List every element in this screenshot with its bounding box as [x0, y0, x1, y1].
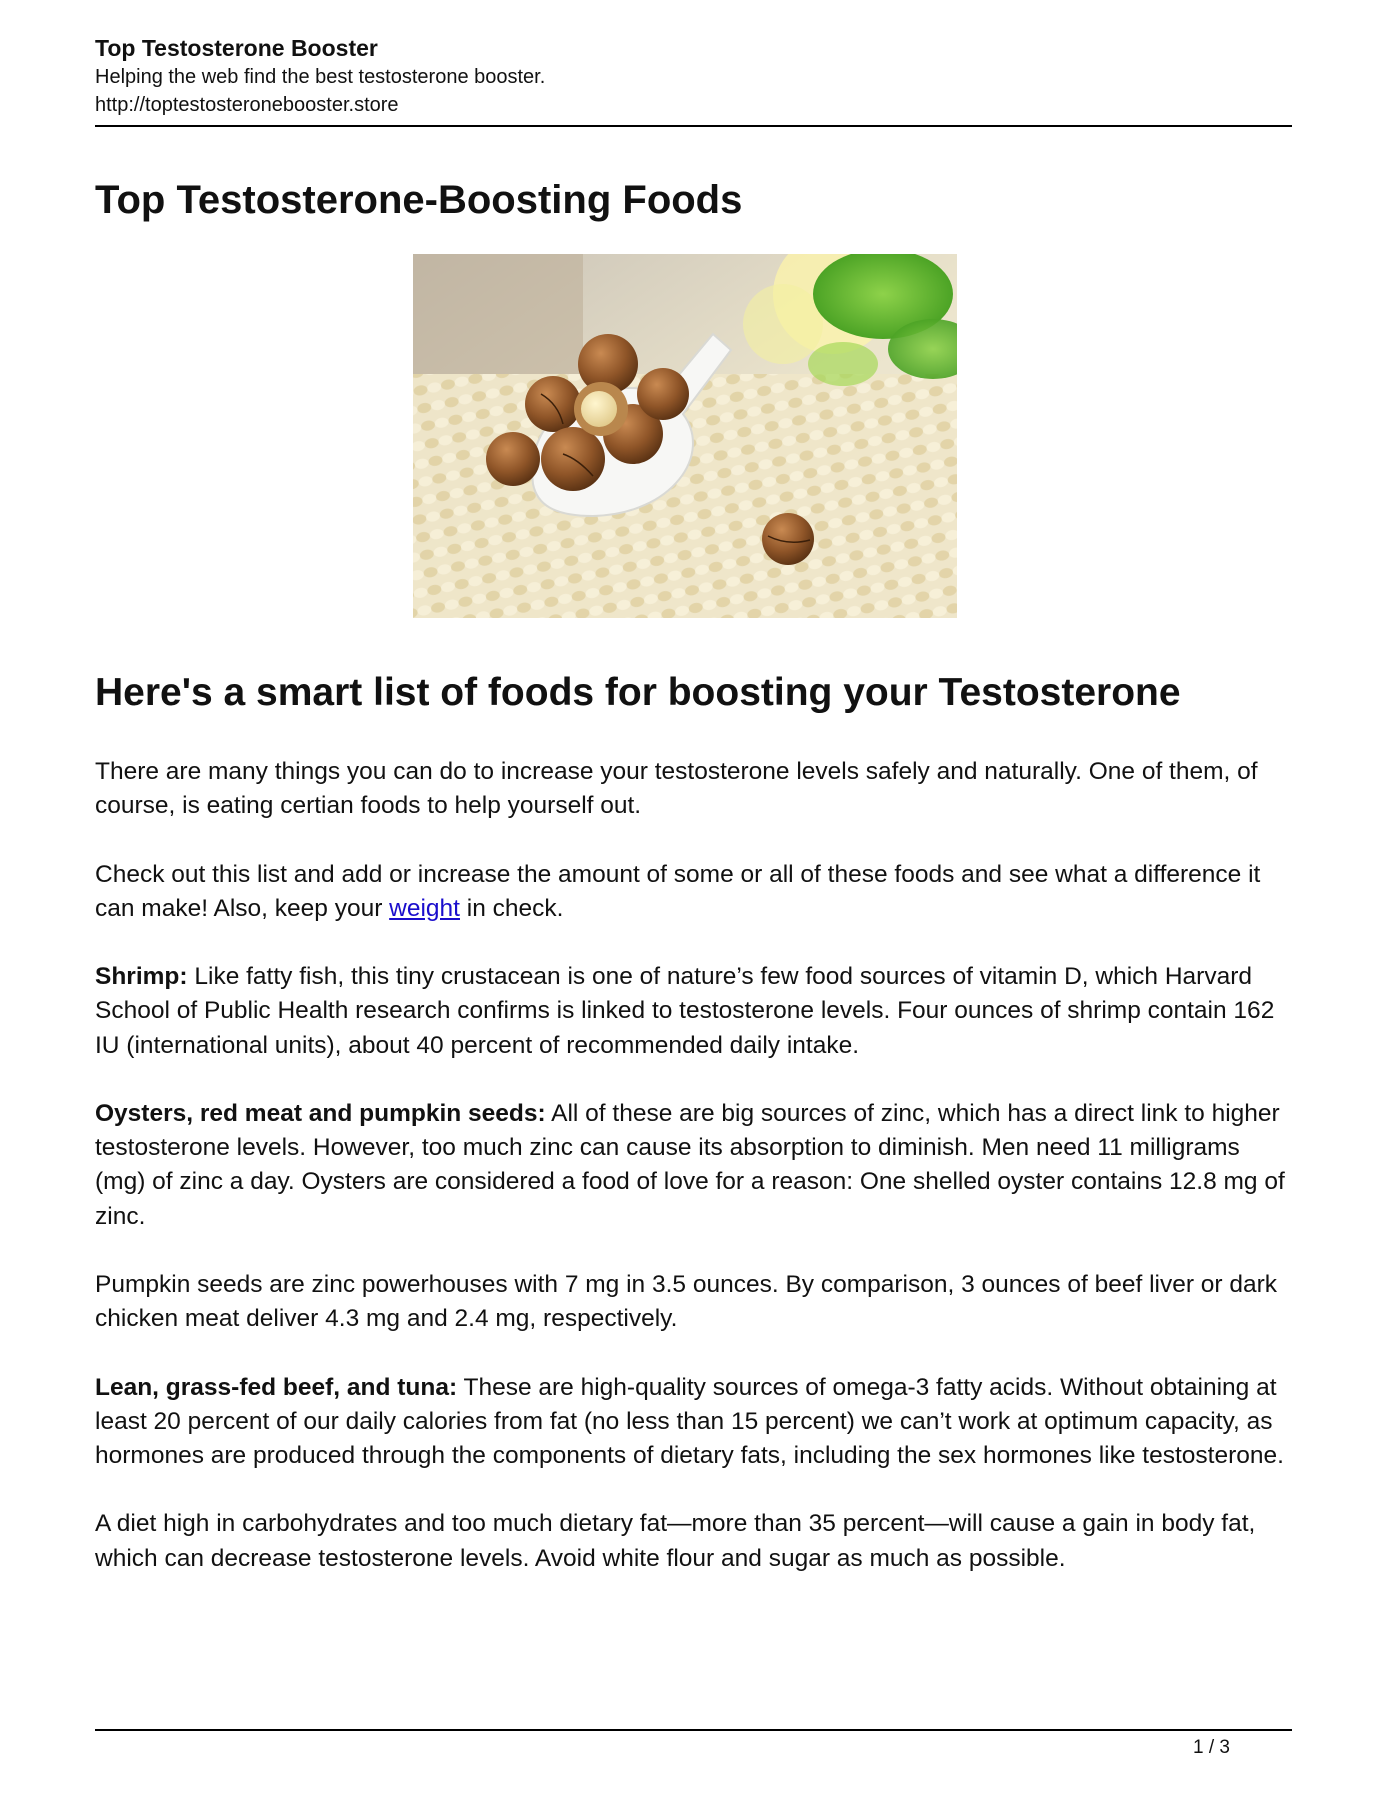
- beef-text: These are high-quality sources of omega-3 fatty acids. Without obtaining at least 20 percent of our daily calories from fat (no less than 15 percent) we can’t work at optimum capacity, as hormones are produced through the components of dietary fats, including the sex hormones like testosterone.: [95, 1373, 1284, 1469]
- footer-divider: [95, 1729, 1292, 1731]
- intro-paragraph: There are many things you can do to increase your testosterone levels safely and naturally. One of them, of course, is eating certian foods to help yourself out.: [95, 758, 1258, 820]
- diet-paragraph: A diet high in carbohydrates and too much dietary fat—more than 35 percent—will cause a gain in body fat, which can decrease testosterone levels. Avoid white flour and sugar as much as possible.: [95, 1510, 1256, 1572]
- macadamia-nuts-photo: [413, 254, 957, 618]
- site-title: Top Testosterone Booster: [95, 35, 378, 61]
- oysters-paragraph: [95, 1097, 1292, 1234]
- beef-label: Lean, grass-fed beef, and tuna:: [95, 1373, 458, 1401]
- article-body: [95, 755, 1292, 1610]
- oysters-label: Oysters, red meat and pumpkin seeds:: [95, 1099, 546, 1127]
- site-url: http://toptestosteronebooster.store: [95, 94, 399, 116]
- check-text-after: in check.: [459, 894, 564, 922]
- check-text-before: Check out this list and add or increase the amount of some or all of these foods and see what a difference it can make! Also, keep your: [95, 860, 1261, 922]
- shrimp-label: Shrimp:: [95, 963, 188, 991]
- check-paragraph: [95, 858, 1292, 926]
- header-divider: [95, 125, 1292, 127]
- page-number: 1 / 3: [1193, 1737, 1230, 1758]
- shrimp-text: Like fatty fish, this tiny crustacean is one of nature’s few food sources of vitamin D, which Harvard School of Public Health research confirms is linked to testosterone levels. Four ounces of shrimp contain 162 IU (international units), about 40 percent of recommended daily intake.: [95, 963, 1275, 1059]
- oysters-text: All of these are big sources of zinc, which has a direct link to higher testosterone levels. However, too much zinc can cause its absorption to diminish. Men need 11 milligrams (mg) of zinc a day. Oysters are considered a food of love for a reason: One shelled oyster contains 12.8 mg of zinc.: [95, 1099, 1285, 1230]
- site-header: [95, 33, 1292, 119]
- weight-link[interactable]: weight: [389, 894, 460, 922]
- shrimp-paragraph: [95, 960, 1292, 1063]
- section-heading: Here's a smart list of foods for boosting your Testosterone: [95, 671, 1181, 714]
- pumpkin-paragraph: Pumpkin seeds are zinc powerhouses with 7 mg in 3.5 ounces. By comparison, 3 ounces of beef liver or dark chicken meat deliver 4.3 mg and 2.4 mg, respectively.: [95, 1270, 1278, 1333]
- page-title: Top Testosterone-Boosting Foods: [95, 178, 743, 222]
- beef-paragraph: [95, 1371, 1292, 1474]
- site-tagline: Helping the web find the best testosterone booster.: [95, 66, 546, 88]
